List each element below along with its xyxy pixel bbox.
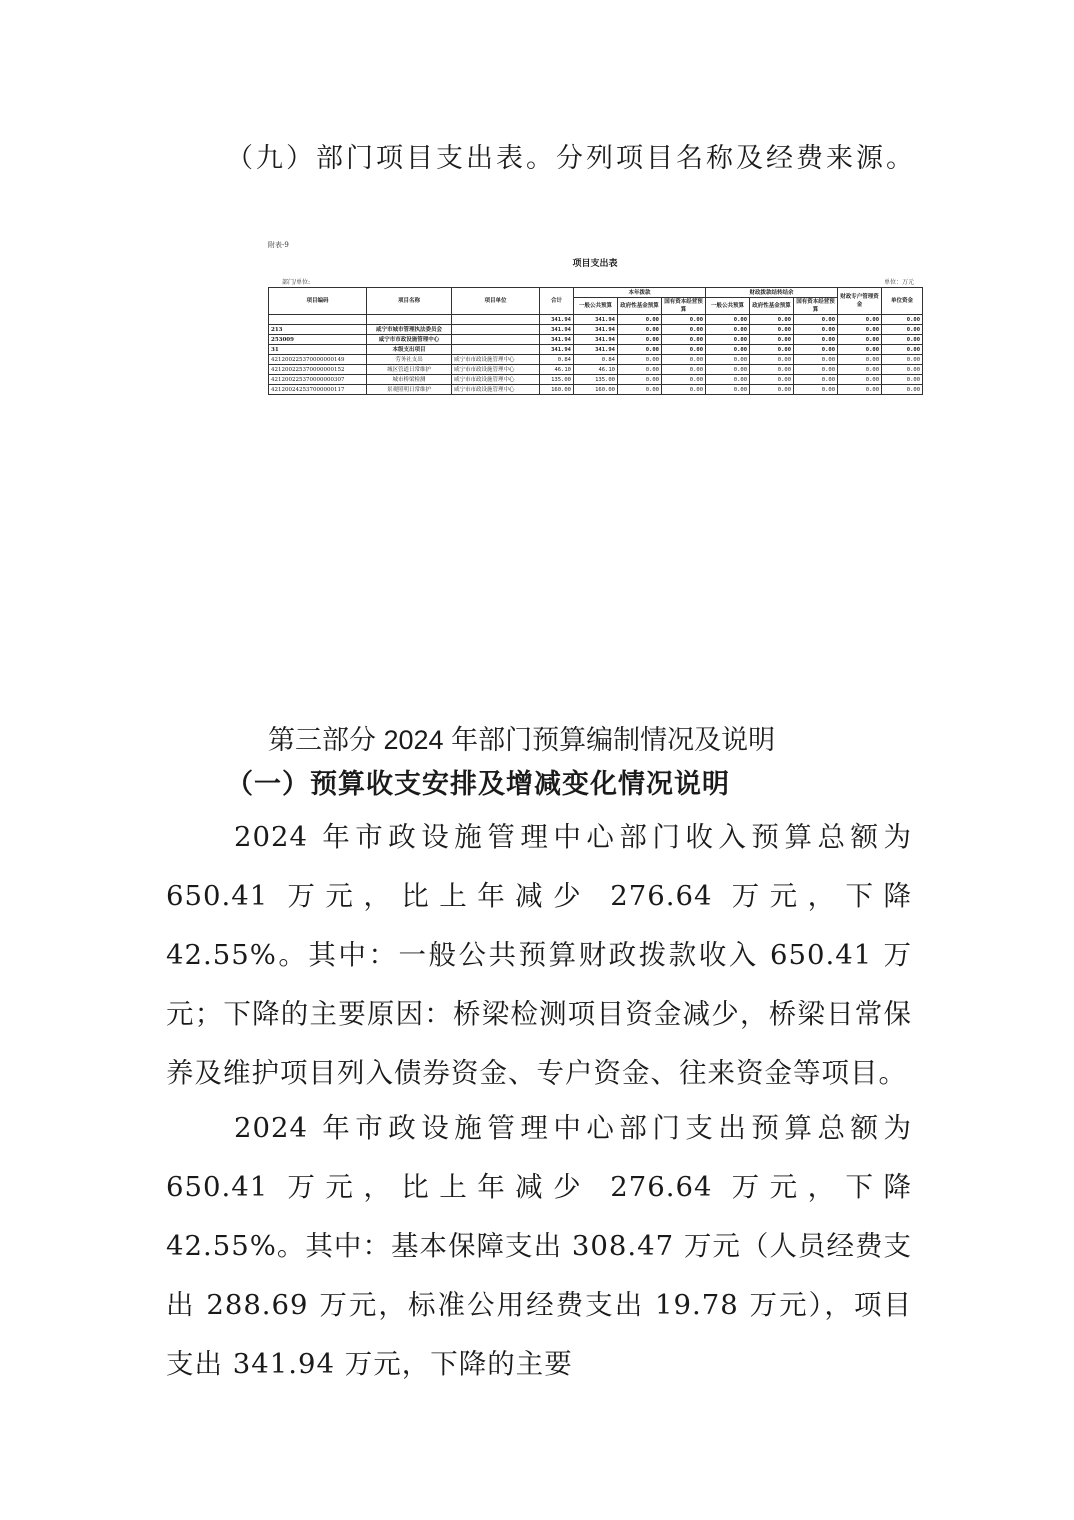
cell-name: 本级支出项目 — [367, 345, 452, 355]
cell-code: 421200225370000000149 — [269, 355, 367, 365]
cell-value: 341.94 — [540, 335, 574, 345]
cell-value: 341.94 — [574, 325, 618, 335]
cell-value: 0.00 — [882, 325, 923, 335]
table-row — [269, 335, 923, 345]
cell-value: 0.00 — [794, 315, 838, 325]
cell-value: 135.00 — [574, 375, 618, 385]
cell-unit: 咸宁市市政设施管理中心 — [452, 375, 540, 385]
table-row — [269, 365, 923, 375]
cell-name: 咸宁市市政设施管理中心 — [367, 335, 452, 345]
cell-value: 341.94 — [574, 315, 618, 325]
cell-value: 0.00 — [706, 385, 750, 395]
header-state-capital: 国有资本经营预算 — [662, 298, 706, 315]
cell-value: 0.00 — [838, 355, 882, 365]
cell-value: 0.00 — [838, 345, 882, 355]
cell-value: 0.00 — [750, 365, 794, 375]
header-carry-gov-fund: 政府性基金预算 — [750, 298, 794, 315]
cell-value: 0.00 — [618, 365, 662, 375]
cell-value: 0.00 — [618, 355, 662, 365]
paragraph-income: 2024 年市政设施管理中心部门收入预算总额为 650.41 万元，比上年减少 276.64 万元，下降 42.55%。其中：一般公共预算财政拨款收入 650.41 万元；下降的主要原因：桥梁检测项目资金减少，桥梁日常保养及维护项目列入债券资金、专户资金、往来资金等项目。 — [166, 821, 912, 1089]
cell-value: 0.00 — [706, 345, 750, 355]
cell-value: 0.00 — [618, 345, 662, 355]
cell-value: 341.94 — [540, 325, 574, 335]
header-unit-fund: 单位资金 — [882, 288, 923, 315]
cell-value: 0.00 — [618, 335, 662, 345]
cell-value: 0.84 — [540, 355, 574, 365]
cell-value: 0.00 — [838, 335, 882, 345]
cell-value: 0.00 — [662, 345, 706, 355]
cell-code: 421200242537000000117 — [269, 385, 367, 395]
cell-name: 城区管道日常维护 — [367, 365, 452, 375]
unit-label: 单位：万元 — [883, 279, 914, 286]
table-body — [269, 315, 923, 395]
cell-value: 341.94 — [540, 345, 574, 355]
cell-value: 0.00 — [750, 375, 794, 385]
cell-value: 0.00 — [750, 315, 794, 325]
dept-label: 部门/单位: — [282, 279, 311, 286]
cell-value: 0.00 — [794, 385, 838, 395]
cell-value: 0.00 — [750, 385, 794, 395]
cell-code: 421200225370000000307 — [269, 375, 367, 385]
header-special-fund: 财政专户管理资金 — [838, 288, 882, 315]
cell-value: 0.00 — [882, 375, 923, 385]
cell-value: 0.00 — [838, 365, 882, 375]
cell-value: 160.00 — [540, 385, 574, 395]
header-carry-general: 一般公共预算 — [706, 298, 750, 315]
cell-unit: 咸宁市市政设施管理中心 — [452, 385, 540, 395]
header-name: 项目名称 — [367, 288, 452, 315]
cell-value: 0.00 — [838, 325, 882, 335]
cell-value: 341.94 — [574, 345, 618, 355]
project-expenditure-table-block — [268, 240, 922, 395]
cell-value: 135.00 — [540, 375, 574, 385]
cell-value: 0.00 — [838, 375, 882, 385]
cell-value: 0.00 — [882, 385, 923, 395]
table-row — [269, 315, 923, 325]
section-title: （一）预算收支安排及增减变化情况说明 — [226, 769, 730, 800]
cell-value: 0.00 — [618, 325, 662, 335]
table-row — [269, 325, 923, 335]
cell-value: 0.00 — [706, 375, 750, 385]
cell-value: 0.00 — [794, 345, 838, 355]
header-unit: 项目单位 — [452, 288, 540, 315]
cell-value: 0.00 — [794, 365, 838, 375]
cell-name: 城市桥梁检测 — [367, 375, 452, 385]
cell-value: 0.00 — [662, 385, 706, 395]
header-total: 合计 — [540, 288, 574, 315]
cell-name: 景观照明日常维护 — [367, 385, 452, 395]
cell-value: 46.10 — [540, 365, 574, 375]
cell-value: 0.00 — [750, 325, 794, 335]
cell-name: 劳务社支出 — [367, 355, 452, 365]
table-title: 项目支出表 — [572, 259, 618, 269]
cell-code: 31 — [269, 345, 367, 355]
table-row — [269, 355, 923, 365]
table-meta — [268, 277, 922, 286]
cell-unit — [452, 335, 540, 345]
cell-value: 341.94 — [540, 315, 574, 325]
cell-value: 0.00 — [706, 315, 750, 325]
table-row — [269, 385, 923, 395]
cell-value: 0.00 — [794, 355, 838, 365]
project-expenditure-table — [268, 287, 923, 395]
paragraph-expenditure: 2024 年市政设施管理中心部门支出预算总额为 650.41 万元，比上年减少 276.64 万元，下降 42.55%。其中：基本保障支出 308.47 万元（人员经费支出 288.69 万元，标准公用经费支出 19.78 万元），项目支出 341.94 万元，下降的主要 — [166, 1112, 912, 1380]
cell-value: 0.00 — [882, 365, 923, 375]
cell-unit — [452, 345, 540, 355]
cell-value: 0.00 — [618, 315, 662, 325]
cell-value: 0.00 — [882, 335, 923, 345]
header-carryover: 财政拨款结转结余 — [706, 288, 838, 298]
section-heading-9: （九）部门项目支出表。分列项目名称及经费来源。 — [226, 143, 916, 174]
part-title: 第三部分 2024 年部门预算编制情况及说明 — [268, 725, 776, 755]
cell-value: 0.00 — [662, 335, 706, 345]
header-carry-state-capital: 国有资本经营预算 — [794, 298, 838, 315]
cell-value: 0.00 — [662, 375, 706, 385]
cell-unit: 咸宁市市政设施管理中心 — [452, 355, 540, 365]
cell-value: 160.00 — [574, 385, 618, 395]
cell-value: 0.00 — [882, 355, 923, 365]
cell-value: 0.00 — [882, 315, 923, 325]
cell-value: 0.00 — [706, 335, 750, 345]
cell-value: 0.00 — [750, 335, 794, 345]
cell-value: 0.00 — [882, 345, 923, 355]
cell-value: 0.00 — [750, 345, 794, 355]
cell-code — [269, 315, 367, 325]
cell-value: 0.00 — [838, 315, 882, 325]
header-code: 项目编码 — [269, 288, 367, 315]
cell-value: 0.00 — [706, 365, 750, 375]
cell-value: 0.00 — [794, 335, 838, 345]
cell-code: 253009 — [269, 335, 367, 345]
cell-value: 0.00 — [618, 385, 662, 395]
cell-value: 46.10 — [574, 365, 618, 375]
cell-value: 0.00 — [662, 315, 706, 325]
cell-value: 0.00 — [662, 355, 706, 365]
table-row — [269, 345, 923, 355]
cell-unit: 咸宁市市政设施管理中心 — [452, 365, 540, 375]
cell-value: 0.00 — [662, 325, 706, 335]
cell-value: 0.00 — [618, 375, 662, 385]
cell-value: 0.00 — [794, 375, 838, 385]
header-gov-fund: 政府性基金预算 — [618, 298, 662, 315]
cell-value: 0.00 — [794, 325, 838, 335]
cell-value: 0.00 — [706, 325, 750, 335]
cell-value: 0.00 — [706, 355, 750, 365]
cell-unit — [452, 325, 540, 335]
header-general: 一般公共预算 — [574, 298, 618, 315]
attachment-label: 附表-9 — [268, 241, 289, 249]
cell-value: 0.00 — [662, 365, 706, 375]
header-current-year: 本年拨款 — [574, 288, 706, 298]
cell-code: 421200225370000000152 — [269, 365, 367, 375]
cell-unit — [452, 315, 540, 325]
cell-value: 0.84 — [574, 355, 618, 365]
cell-value: 0.00 — [750, 355, 794, 365]
cell-value: 0.00 — [838, 385, 882, 395]
cell-name — [367, 315, 452, 325]
cell-code: 213 — [269, 325, 367, 335]
cell-value: 341.94 — [574, 335, 618, 345]
cell-name: 咸宁市城市管理执法委员会 — [367, 325, 452, 335]
table-row — [269, 375, 923, 385]
